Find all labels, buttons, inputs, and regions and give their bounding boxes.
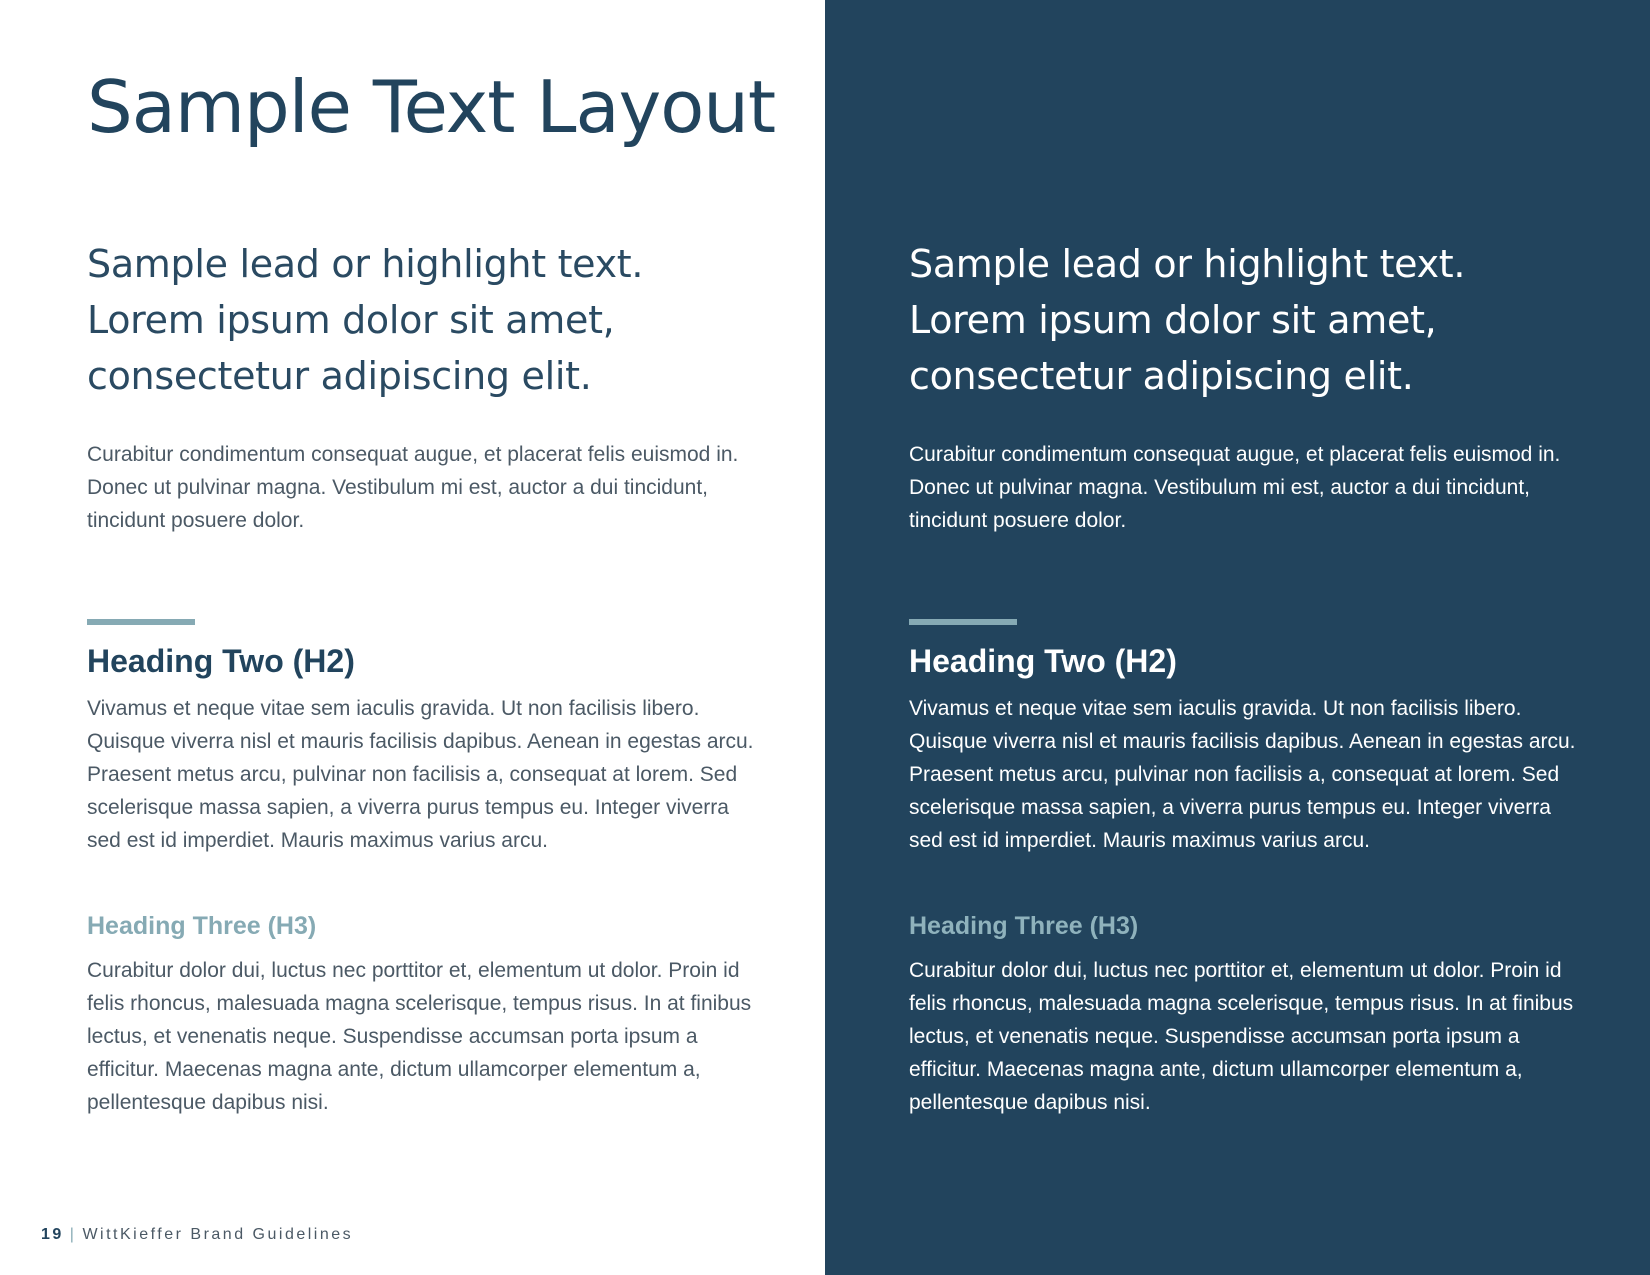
page-footer	[41, 1226, 353, 1244]
dark-sample-block	[909, 236, 1589, 1119]
heading-two-paragraph: Vivamus et neque vitae sem iaculis gravida. Ut non facilisis libero. Quisque viverra nisl et mauris facilisis dapibus. Aenean in egestas arcu. Praesent metus arcu, pulvinar non facilisis a, consequat at lorem. Sed scelerisque massa sapien, a viverra purus tempus eu. Integer viverra sed est id imperdiet. Mauris maximus varius arcu.	[909, 697, 1576, 852]
heading-three: Heading Three (H3)	[87, 912, 317, 940]
heading-three-paragraph: Curabitur dolor dui, luctus nec porttitor et, elementum ut dolor. Proin id felis rhoncus, malesuada magna scelerisque, tempus risus. In at finibus lectus, et venenatis neque. Suspendisse accumsan porta ipsum a efficitur. Maecenas magna ante, dictum ullamcorper elementum a, pellentesque dapibus nisi.	[909, 959, 1574, 1114]
lead-text: Sample lead or highlight text. Lorem ipsum dolor sit amet, consectetur adipiscing elit.	[87, 242, 644, 398]
heading-two: Heading Two (H2)	[909, 643, 1177, 679]
footer-brand-text: WittKieffer Brand Guidelines	[82, 1226, 354, 1243]
heading-two-paragraph: Vivamus et neque vitae sem iaculis gravida. Ut non facilisis libero. Quisque viverra nisl et mauris facilisis dapibus. Aenean in egestas arcu. Praesent metus arcu, pulvinar non facilisis a, consequat at lorem. Sed scelerisque massa sapien, a viverra purus tempus eu. Integer viverra sed est id imperdiet. Mauris maximus varius arcu.	[87, 697, 754, 852]
heading-two: Heading Two (H2)	[87, 643, 355, 679]
intro-paragraph: Curabitur condimentum consequat augue, et placerat felis euismod in. Donec ut pulvinar magna. Vestibulum mi est, auctor a dui tincidunt, tincidunt posuere dolor.	[87, 443, 739, 532]
footer-separator: |	[69, 1226, 77, 1243]
accent-rule	[909, 619, 1017, 625]
heading-three: Heading Three (H3)	[909, 912, 1139, 940]
page-title: Sample Text Layout	[87, 65, 776, 149]
heading-three-paragraph: Curabitur dolor dui, luctus nec porttitor et, elementum ut dolor. Proin id felis rhoncus, malesuada magna scelerisque, tempus risus. In at finibus lectus, et venenatis neque. Suspendisse accumsan porta ipsum a efficitur. Maecenas magna ante, dictum ullamcorper elementum a, pellentesque dapibus nisi.	[87, 959, 752, 1114]
page-number: 19	[41, 1226, 64, 1243]
dark-column	[825, 0, 1650, 1275]
intro-paragraph: Curabitur condimentum consequat augue, et placerat felis euismod in. Donec ut pulvinar magna. Vestibulum mi est, auctor a dui tincidunt, tincidunt posuere dolor.	[909, 443, 1561, 532]
lead-text: Sample lead or highlight text. Lorem ipsum dolor sit amet, consectetur adipiscing elit.	[909, 242, 1466, 398]
accent-rule	[87, 619, 195, 625]
light-sample-block	[87, 236, 767, 1119]
